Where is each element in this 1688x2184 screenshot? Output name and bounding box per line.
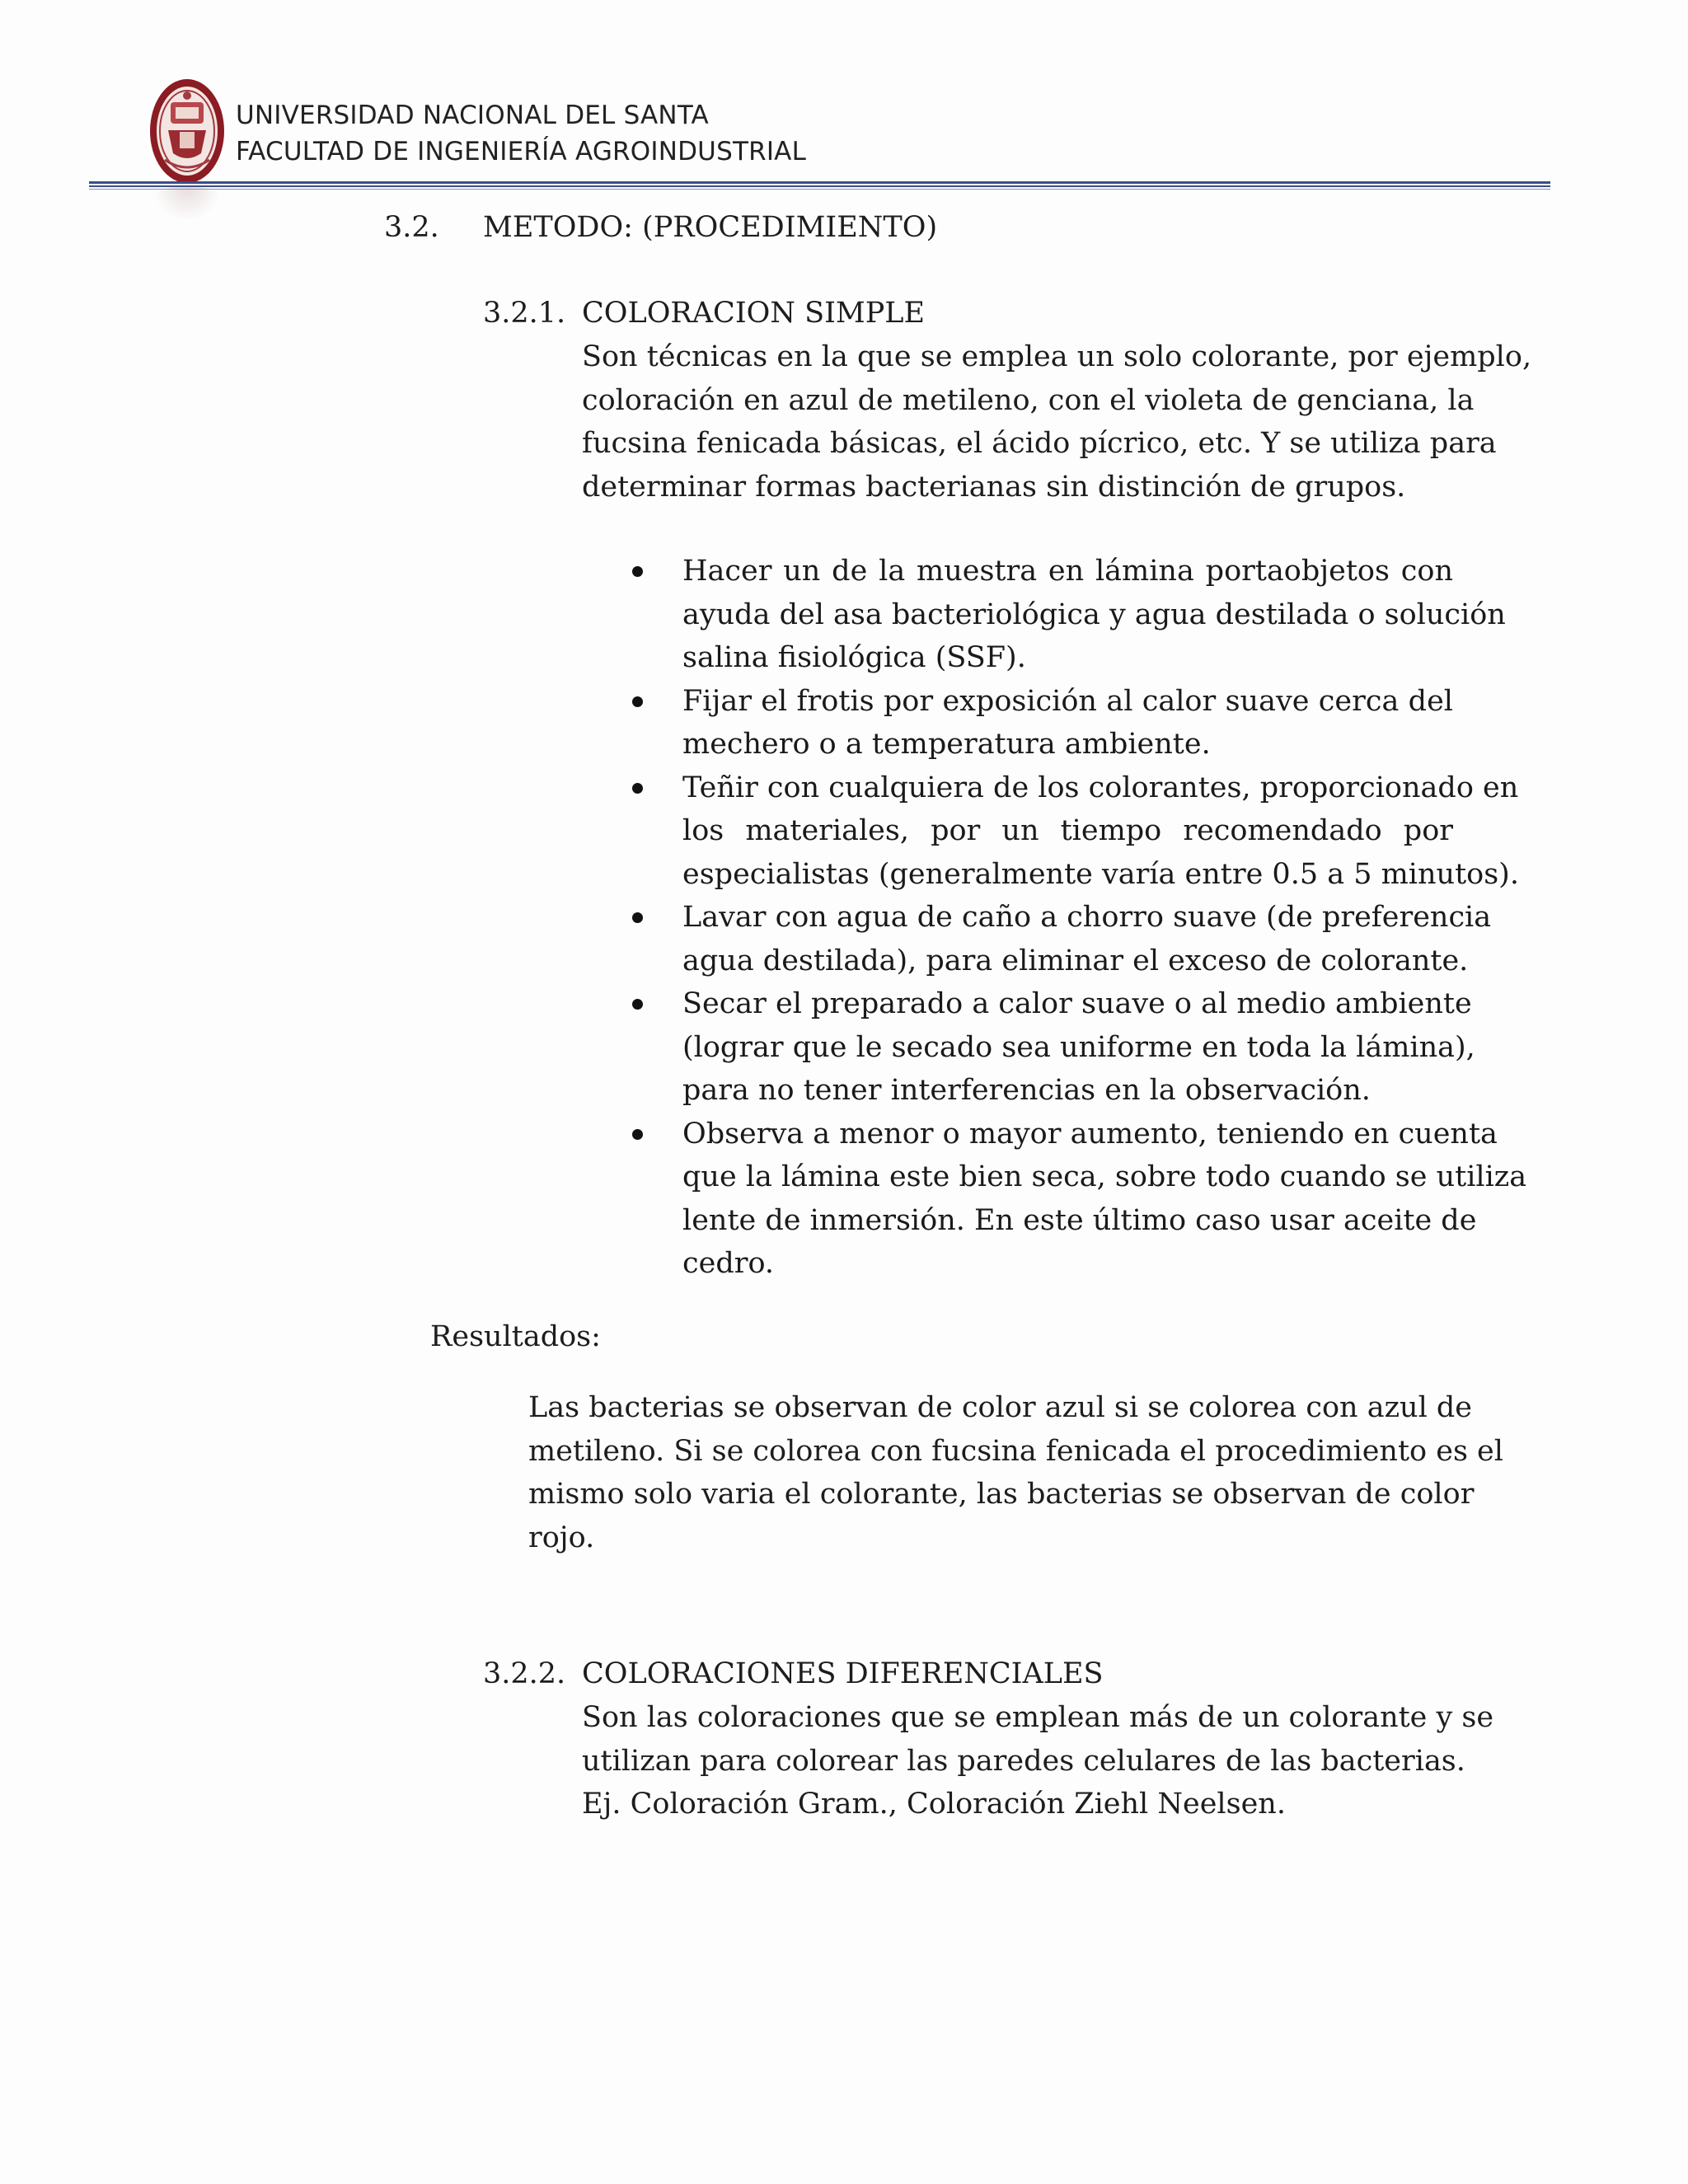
bullet-dot-icon — [632, 696, 643, 707]
step-line: que la lámina este bien seca, sobre todo cuando se utiliza — [682, 1160, 1527, 1193]
subsection-title-differential: COLORACIONES DIFERENCIALES — [582, 1657, 1104, 1690]
paragraph-line: Las bacterias se observan de color azul si se colorea con azul de — [528, 1391, 1473, 1424]
paragraph-line: determinar formas bacterianas sin distinción de grupos. — [582, 470, 1406, 504]
paragraph-line: fucsina fenicada básicas, el ácido pícrico, etc. Y se utiliza para — [582, 427, 1497, 460]
results-paragraph — [528, 1386, 1503, 1559]
faculty-name: FACULTAD DE INGENIERÍA AGROINDUSTRIAL — [236, 137, 807, 166]
step-line: ayuda del asa bacteriológica y agua destilada o solución — [682, 598, 1506, 631]
list-item — [626, 766, 1519, 897]
list-item — [626, 550, 1506, 680]
differential-description — [582, 1696, 1494, 1826]
paragraph-line: Son técnicas en la que se emplea un solo colorante, por ejemplo, — [582, 340, 1532, 373]
step-line: salina fisiológica (SSF). — [682, 641, 1026, 674]
step-line: mechero o a temperatura ambiente. — [682, 728, 1211, 761]
step-line: (lograr que le secado sea uniforme en toda la lámina), — [682, 1030, 1475, 1064]
paragraph-line: utilizan para colorear las paredes celulares de las bacterias. — [582, 1744, 1465, 1778]
bullet-dot-icon — [632, 783, 643, 794]
section-title: METODO: (PROCEDIMIENTO) — [483, 211, 938, 244]
procedure-steps-list — [626, 550, 1527, 1286]
subsection-title-simple: COLORACION SIMPLE — [582, 297, 926, 330]
bullet-dot-icon — [632, 912, 643, 923]
list-item — [626, 896, 1492, 982]
university-seal-icon — [148, 77, 226, 185]
step-line: los materiales, por un tiempo recomendado por — [682, 814, 1453, 847]
paragraph-line: mismo solo varia el colorante, las bacterias se observan de color — [528, 1478, 1475, 1511]
step-line: Hacer un de la muestra en lámina portaobjetos con — [682, 555, 1453, 588]
paragraph-line: rojo. — [528, 1521, 595, 1554]
step-line: Fijar el frotis por exposición al calor suave cerca del — [682, 684, 1453, 718]
step-line: cedro. — [682, 1247, 775, 1280]
paragraph-line: Ej. Coloración Gram., Coloración Ziehl Neelsen. — [582, 1788, 1286, 1821]
subsection-number-differential: 3.2.2. — [483, 1657, 566, 1690]
results-label: Resultados: — [430, 1320, 601, 1353]
paragraph-line: coloración en azul de metileno, con el violeta de genciana, la — [582, 383, 1475, 417]
list-item — [626, 982, 1475, 1113]
step-line: agua destilada), para eliminar el exceso de colorante. — [682, 944, 1469, 977]
list-item — [626, 1113, 1527, 1286]
step-line: para no tener interferencias en la observación. — [682, 1074, 1371, 1107]
step-line: Observa a menor o mayor aumento, teniendo en cuenta — [682, 1117, 1498, 1151]
bullet-dot-icon — [632, 1129, 643, 1140]
bullet-dot-icon — [632, 999, 643, 1010]
step-line: Secar el preparado a calor suave o al medio ambiente — [682, 987, 1472, 1020]
paragraph-line: metileno. Si se colorea con fucsina fenicada el procedimiento es el — [528, 1434, 1503, 1468]
header-text — [236, 97, 806, 170]
university-name: UNIVERSIDAD NACIONAL DEL SANTA — [236, 101, 709, 130]
list-item — [626, 680, 1453, 766]
step-line: especialistas (generalmente varía entre 0.5 a 5 minutos). — [682, 857, 1519, 891]
step-line: lente de inmersión. En este último caso usar aceite de — [682, 1203, 1477, 1237]
page-header — [89, 69, 1556, 201]
subsection-number-simple: 3.2.1. — [483, 297, 566, 330]
header-rule — [89, 181, 1550, 190]
step-line: Teñir con cualquiera de los colorantes, proporcionado en — [682, 771, 1519, 804]
bullet-dot-icon — [632, 566, 643, 577]
simple-description — [582, 335, 1532, 509]
section-number: 3.2. — [384, 211, 439, 244]
logo-reflection — [155, 186, 219, 219]
step-line: Lavar con agua de caño a chorro suave (de preferencia — [682, 901, 1492, 934]
paragraph-line: Son las coloraciones que se emplean más de un colorante y se — [582, 1701, 1494, 1734]
